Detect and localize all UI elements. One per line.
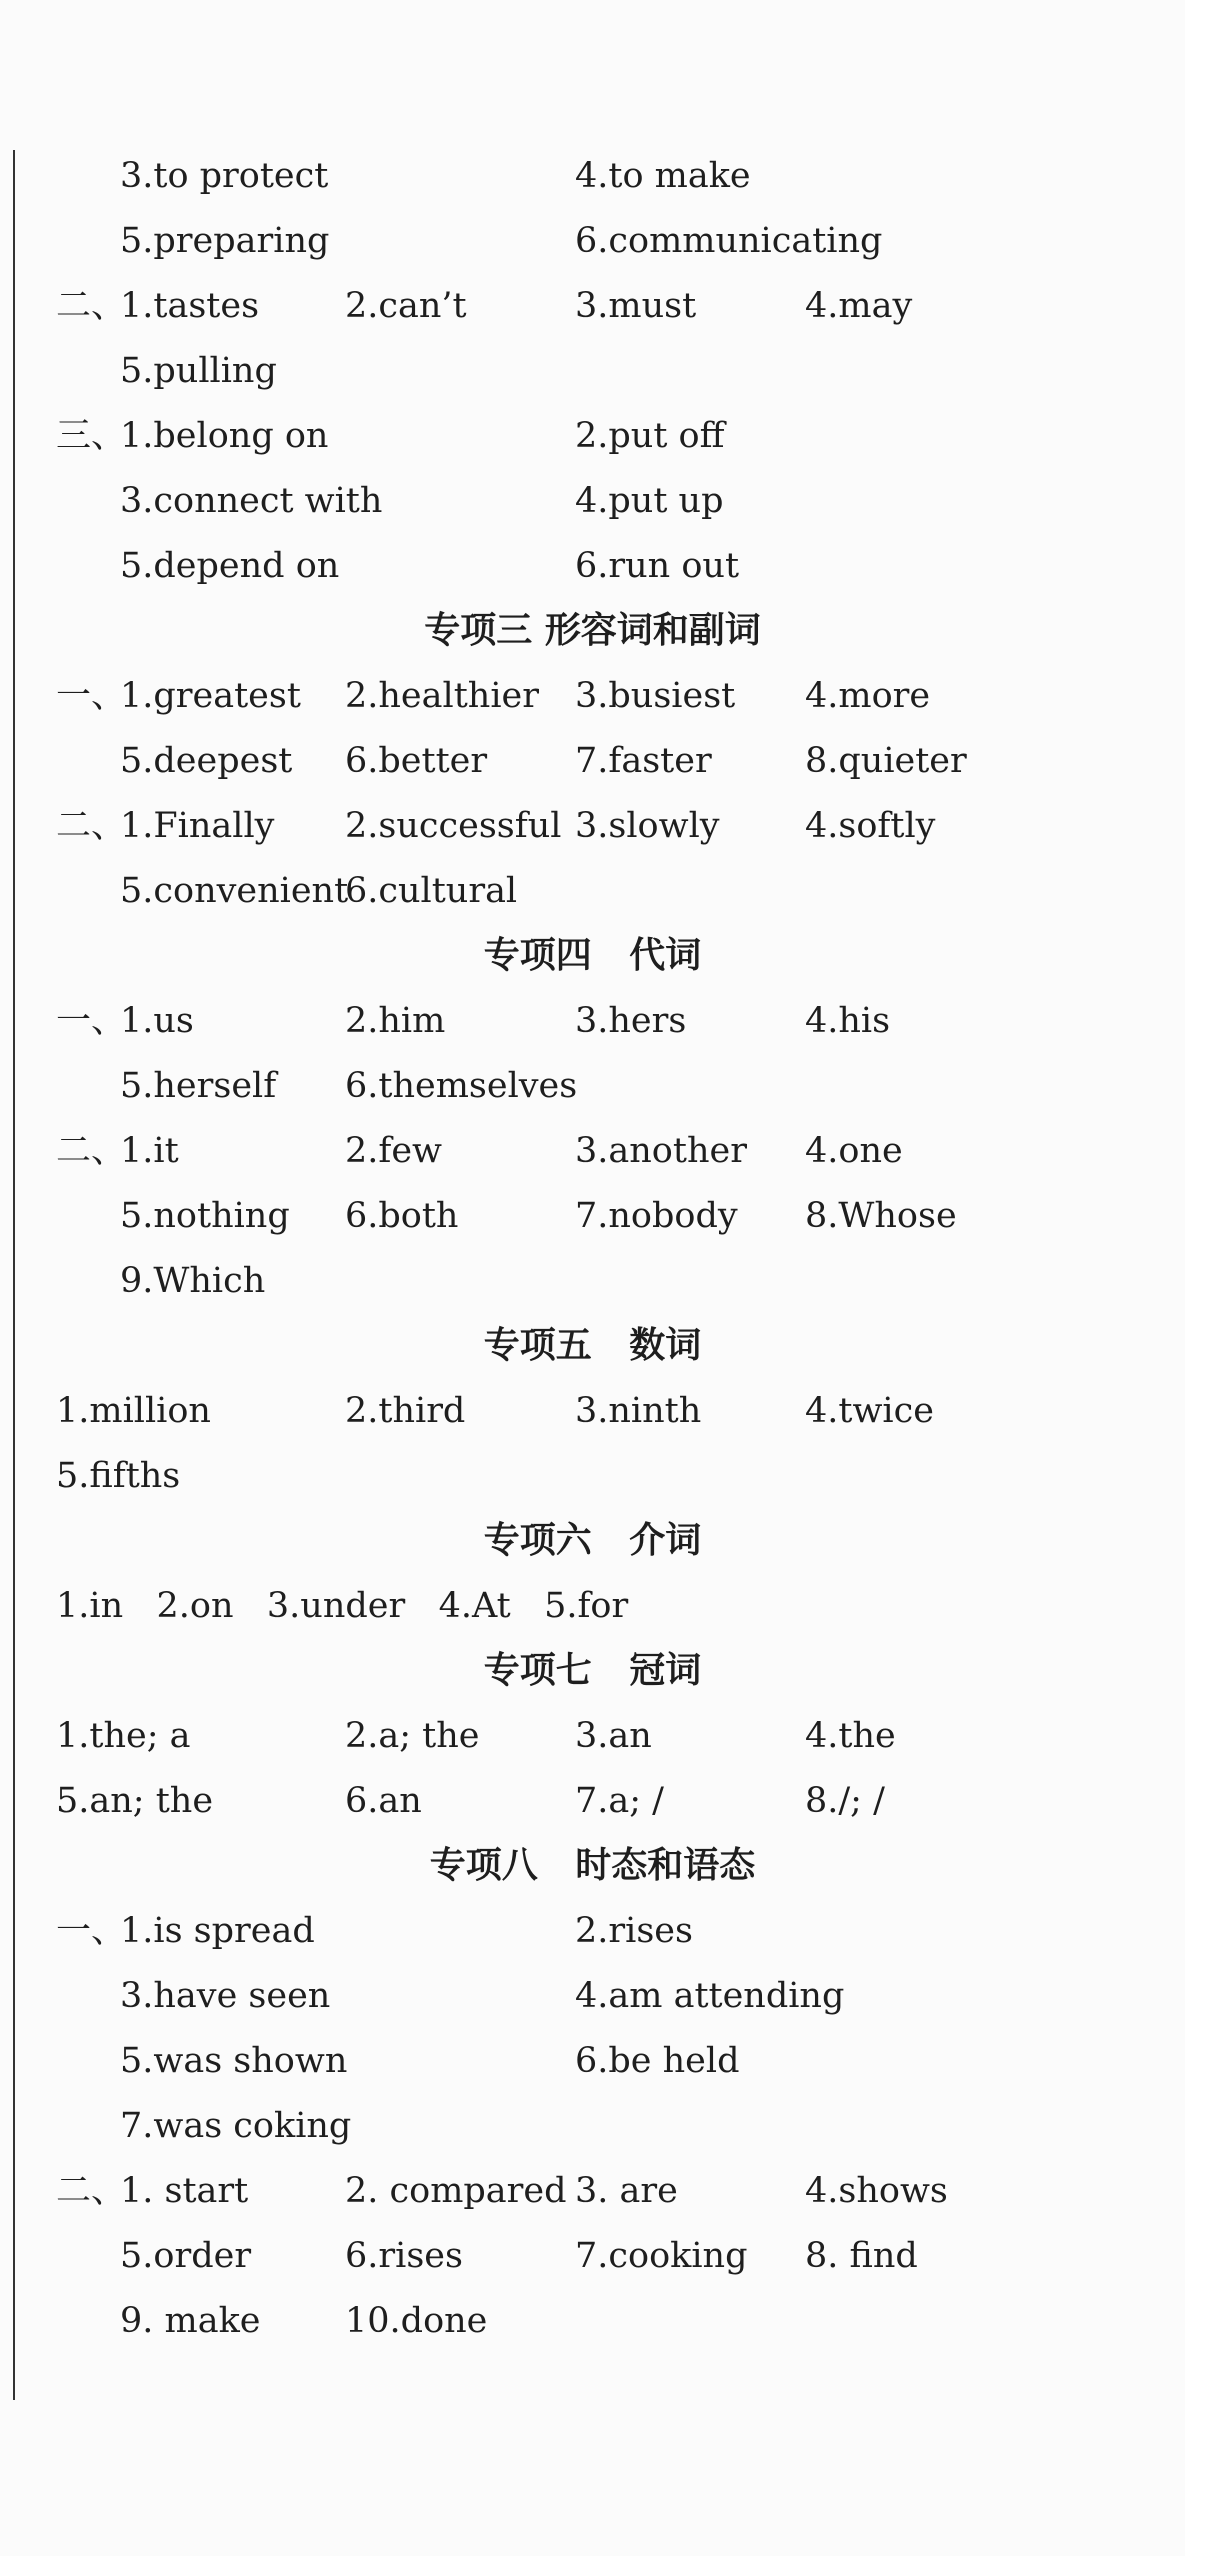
answer-item: 5.was shown — [120, 2041, 348, 2081]
part-marker: 二、 — [56, 2171, 127, 2211]
answer-item: 1.million — [56, 1391, 211, 1431]
answer-item: 4.to make — [575, 156, 751, 196]
answer-item: 6.better — [345, 741, 488, 781]
answer-item: 1.us — [120, 1001, 194, 1041]
answer-item: 2.put off — [575, 416, 725, 456]
answer-item: 4.put up — [575, 481, 724, 521]
answer-item: 6.be held — [575, 2041, 740, 2081]
answer-item: 9.Which — [120, 1261, 266, 1301]
answer-item: 7.cooking — [575, 2236, 748, 2276]
section-heading: 专项五 数词 — [483, 1325, 702, 1366]
answer-item: 5.herself — [120, 1066, 277, 1106]
answer-item: 3.to protect — [120, 156, 329, 196]
answer-item: 1.tastes — [120, 286, 260, 326]
part-marker: 一、 — [56, 676, 127, 716]
answer-item: 6.themselves — [345, 1066, 578, 1106]
section-heading: 专项三 形容词和副词 — [424, 610, 761, 651]
part-marker: 三、 — [56, 416, 127, 456]
answer-item: 8. find — [805, 2236, 918, 2276]
answer-item: 4.twice — [805, 1391, 934, 1431]
answer-item: 4.may — [805, 286, 913, 326]
answer-item: 1. start — [120, 2171, 249, 2211]
answer-item: 4.one — [805, 1131, 903, 1171]
answer-item: 1.in 2.on 3.under 4.At 5.for — [56, 1586, 629, 1626]
answer-item: 4.his — [805, 1001, 891, 1041]
answer-item: 3.must — [575, 286, 697, 326]
answer-item: 3.connect with — [120, 481, 383, 521]
answer-item: 2.healthier — [345, 676, 539, 716]
answer-item: 7.was coking — [120, 2106, 352, 2146]
answer-item: 6.rises — [345, 2236, 463, 2276]
answer-item: 2.successful — [345, 806, 562, 846]
answer-item: 3.slowly — [575, 806, 720, 846]
answer-item: 4.am attending — [575, 1976, 845, 2016]
section-heading: 专项六 介词 — [483, 1520, 702, 1561]
answer-item: 6.an — [345, 1781, 422, 1821]
answer-item: 1.greatest — [120, 676, 301, 716]
answer-item: 9. make — [120, 2301, 261, 2341]
part-marker: 二、 — [56, 806, 127, 846]
answer-item: 7.faster — [575, 741, 712, 781]
answer-item: 3.busiest — [575, 676, 736, 716]
answer-item: 5.convenient — [120, 871, 349, 911]
answer-item: 5.order — [120, 2236, 252, 2276]
answer-item: 6.both — [345, 1196, 459, 1236]
part-marker: 二、 — [56, 286, 127, 326]
answer-item: 4.more — [805, 676, 931, 716]
answer-item: 2. compared — [345, 2171, 567, 2211]
answer-item: 5.nothing — [120, 1196, 290, 1236]
answer-item: 2.a; the — [345, 1716, 480, 1756]
answer-item: 6.cultural — [345, 871, 518, 911]
answer-item: 6.communicating — [575, 221, 883, 261]
section-heading: 专项八 时态和语态 — [429, 1845, 756, 1886]
answer-item: 5.pulling — [120, 351, 277, 391]
answer-item: 7.nobody — [575, 1196, 738, 1236]
answer-item: 4.softly — [805, 806, 936, 846]
answer-item: 5.depend on — [120, 546, 340, 586]
answer-item: 2.him — [345, 1001, 446, 1041]
answer-item: 2.third — [345, 1391, 466, 1431]
answer-item: 3.another — [575, 1131, 747, 1171]
answer-item: 1.it — [120, 1131, 179, 1171]
answer-item: 8.quieter — [805, 741, 967, 781]
part-marker: 二、 — [56, 1131, 127, 1171]
answer-item: 10.done — [345, 2301, 488, 2341]
answer-item: 5.preparing — [120, 221, 330, 261]
answer-item: 1.belong on — [120, 416, 329, 456]
answer-item: 5.an; the — [56, 1781, 214, 1821]
section-heading: 专项七 冠词 — [483, 1650, 702, 1691]
answer-item: 1.is spread — [120, 1911, 315, 1951]
answer-item: 8.Whose — [805, 1196, 957, 1236]
answer-item: 3.an — [575, 1716, 652, 1756]
answer-item: 7.a; / — [575, 1781, 664, 1821]
part-marker: 一、 — [56, 1911, 127, 1951]
answer-item: 8./; / — [805, 1781, 885, 1821]
answer-item: 3.have seen — [120, 1976, 331, 2016]
answer-item: 2.rises — [575, 1911, 693, 1951]
answer-item: 2.can’t — [345, 286, 467, 326]
section-heading: 专项四 代词 — [483, 935, 702, 976]
answer-item: 5.fifths — [56, 1456, 181, 1496]
part-marker: 一、 — [56, 1001, 127, 1041]
answer-item: 5.deepest — [120, 741, 293, 781]
answer-item: 3. are — [575, 2171, 678, 2211]
answer-item: 4.shows — [805, 2171, 948, 2211]
left-margin-rule — [13, 150, 15, 2400]
answer-item: 6.run out — [575, 546, 740, 586]
answer-item: 1.the; a — [56, 1716, 191, 1756]
answer-item: 3.ninth — [575, 1391, 702, 1431]
answer-item: 2.few — [345, 1131, 443, 1171]
answer-item: 1.Finally — [120, 806, 275, 846]
answer-item: 4.the — [805, 1716, 896, 1756]
answer-item: 3.hers — [575, 1001, 687, 1041]
